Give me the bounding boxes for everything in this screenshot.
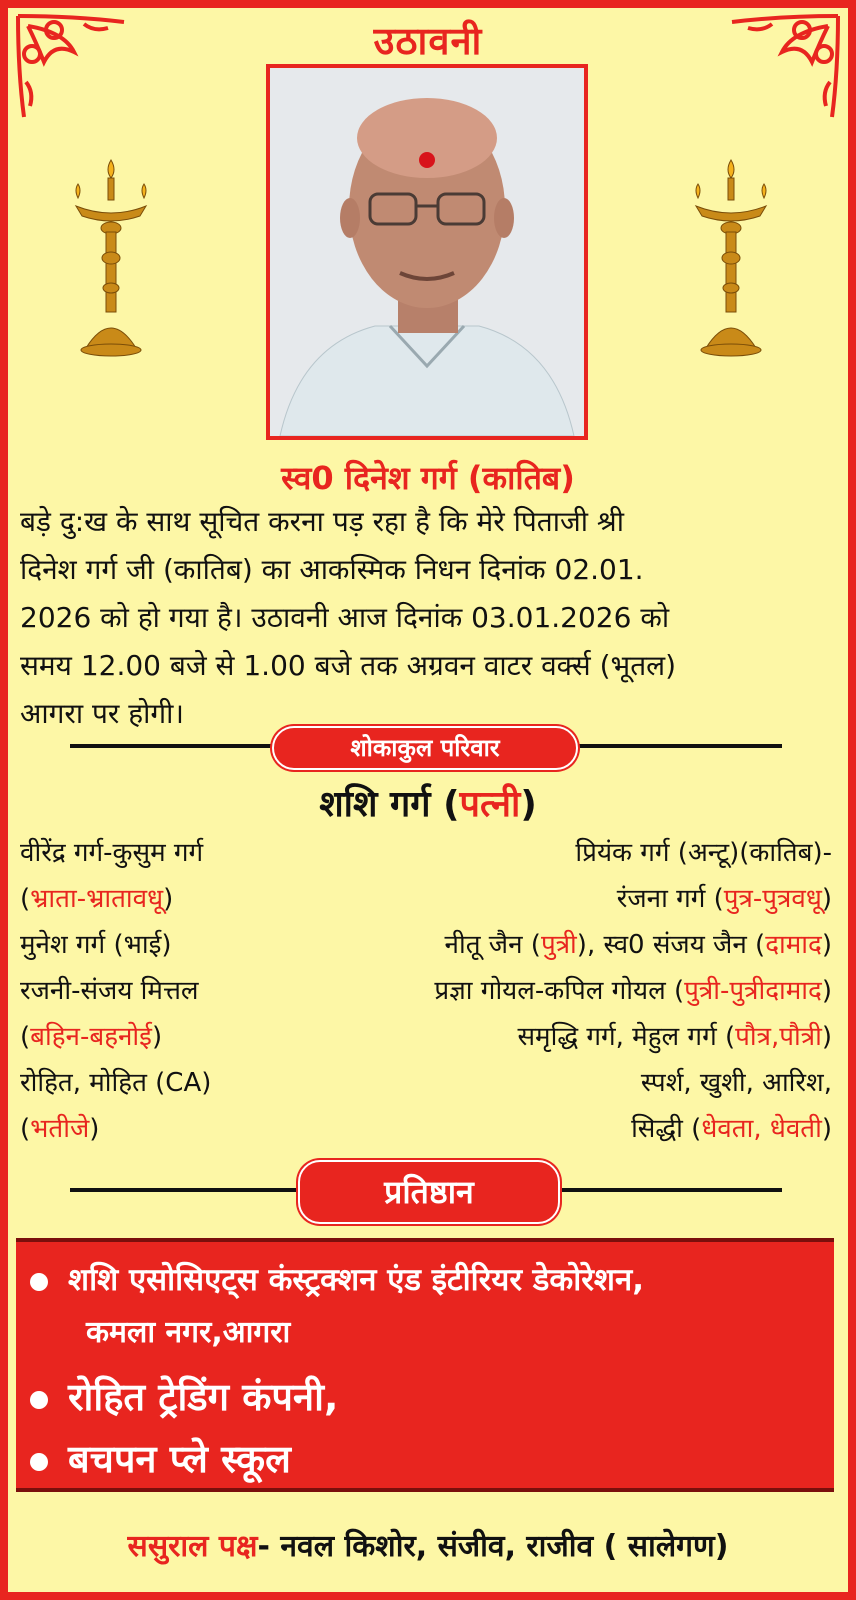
in-laws-label: ससुराल पक्ष	[127, 1529, 258, 1564]
list-item: रंजना गर्ग (पुत्र-पुत्रवधू)	[616, 884, 832, 914]
portrait-icon	[270, 68, 584, 436]
family-list-right	[352, 830, 832, 1152]
bullet-icon	[30, 1453, 48, 1471]
list-item: रोहित, मोहित (CA)	[20, 1068, 212, 1098]
list-item: स्पर्श, खुशी, आरिश,	[640, 1068, 832, 1098]
list-item: (भ्राता-भ्रातावधू)	[20, 884, 174, 914]
wife-relation: पत्नी	[459, 784, 521, 825]
bullet-icon	[30, 1273, 48, 1291]
list-item: मुनेश गर्ग (भाई)	[20, 930, 172, 960]
establishment-heading: प्रतिष्ठान	[298, 1160, 560, 1224]
announcement-line: समय 12.00 बजे से 1.00 बजे तक अग्रवन वाटर वर्क्स (भूतल)	[20, 649, 677, 682]
list-item: प्रियंक गर्ग (अन्टू)(कातिब)-	[575, 838, 832, 868]
establishment-item: बचपन प्ले स्कूल	[30, 1432, 291, 1484]
family-heading: शोकाकुल परिवार	[272, 726, 578, 770]
list-item: प्रज्ञा गोयल-कपिल गोयल (पुत्री-पुत्रीदामाद)	[434, 976, 832, 1006]
page-title: उठावनी	[373, 19, 483, 63]
list-item: रजनी-संजय मित्तल	[20, 976, 199, 1006]
establishment-box	[16, 1238, 834, 1492]
list-item: वीरेंद्र गर्ग-कुसुम गर्ग	[20, 838, 204, 868]
wife-name-text: शशि गर्ग (	[319, 784, 460, 825]
list-item: (भतीजे)	[20, 1114, 100, 1144]
oil-lamp-icon	[56, 158, 166, 358]
announcement-text	[20, 498, 840, 738]
portrait-photo	[266, 64, 588, 440]
in-laws-names: - नवल किशोर, संजीव, राजीव ( सालेगण)	[257, 1529, 729, 1564]
announcement-line: आगरा पर होगी।	[20, 697, 184, 730]
oil-lamp-icon	[676, 158, 786, 358]
establishment-item-continued: कमला नगर,आगरा	[86, 1315, 291, 1350]
bullet-icon	[30, 1391, 48, 1409]
family-list-left	[20, 830, 350, 1152]
establishment-item: रोहित ट्रेडिंग कंपनी,	[30, 1370, 338, 1422]
wife-name	[8, 778, 848, 827]
list-item: नीतू जैन (पुत्री), स्व0 संजय जैन (दामाद)	[444, 930, 832, 960]
in-laws-line	[8, 1524, 848, 1565]
deceased-name: स्व0 दिनेश गर्ग (कातिब)	[281, 459, 575, 497]
list-item: समृद्धि गर्ग, मेहुल गर्ग (पौत्र,पौत्री)	[517, 1022, 832, 1052]
establishment-item: शशि एसोसिएट्स कंस्ट्रक्शन एंड इंटीरियर डेकोरेशन,	[30, 1258, 644, 1300]
announcement-line: बड़े दु:ख के साथ सूचित करना पड़ रहा है कि मेरे पिताजी श्री	[20, 505, 624, 538]
announcement-line: दिनेश गर्ग जी (कातिब) का आकस्मिक निधन दिनांक 02.01.	[20, 553, 644, 586]
list-item: (बहिन-बहनोई)	[20, 1022, 163, 1052]
wife-close: )	[520, 784, 537, 825]
list-item: सिद्धी (धेवता, धेवती)	[631, 1114, 832, 1144]
announcement-line: 2026 को हो गया है। उठावनी आज दिनांक 03.01.2026 को	[20, 601, 670, 634]
